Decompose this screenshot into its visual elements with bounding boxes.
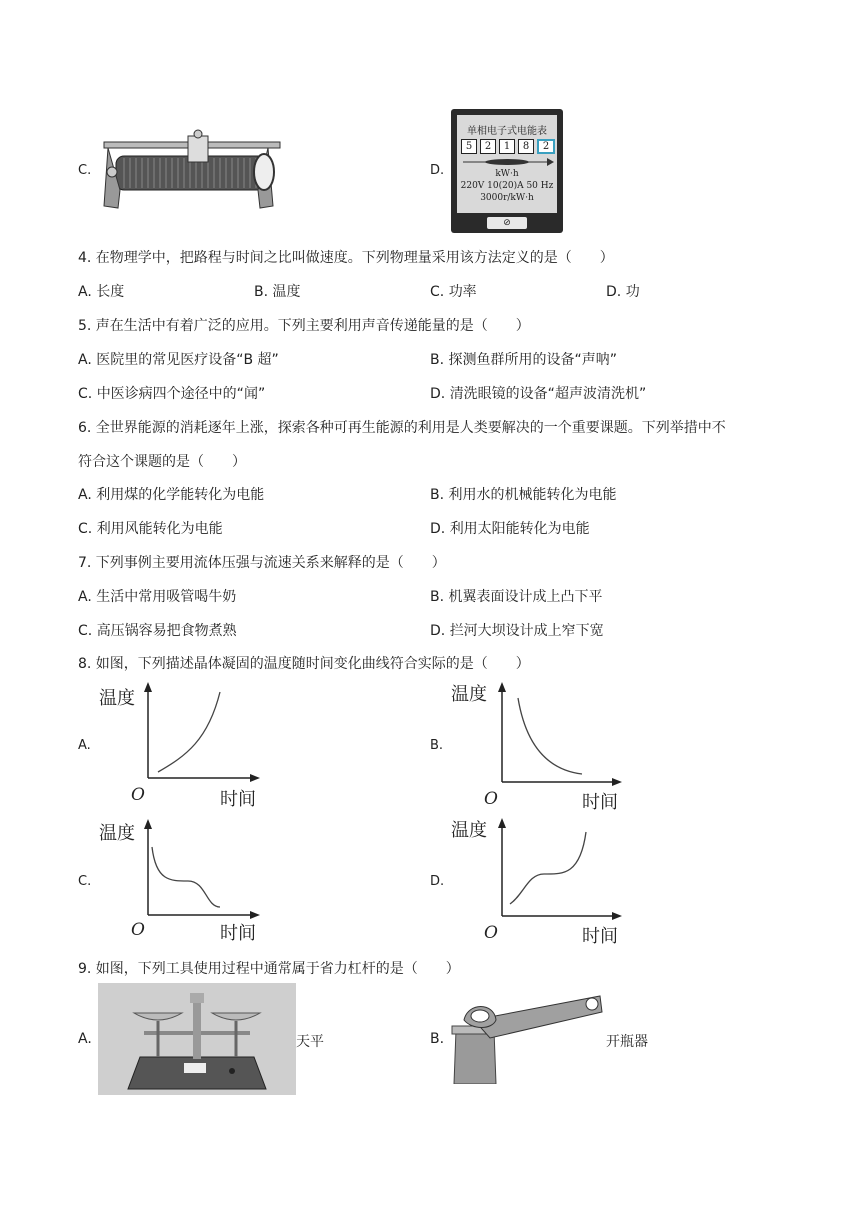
q5-option-d[interactable] xyxy=(430,383,646,403)
q8-stem: 8. 如图，下列描述晶体凝固的温度随时间变化曲线符合实际的是（ ） xyxy=(78,656,530,672)
option-text: 利用水的机械能转化为电能 xyxy=(448,487,617,503)
option-text: 医院里的常见医疗设备“B 超” xyxy=(96,352,279,368)
q7-option-a[interactable] xyxy=(78,586,236,606)
graph-ylabel: 温度 xyxy=(451,684,487,705)
option-label: D. xyxy=(606,284,622,300)
q5-option-c[interactable] xyxy=(78,383,265,403)
q8-option-c-label: C. xyxy=(78,874,92,889)
q6-option-d[interactable] xyxy=(430,518,590,538)
option-text: 高压锅容易把食物煮熟 xyxy=(96,623,237,639)
graph-d-curve xyxy=(510,832,586,904)
q8-option-a-label: A. xyxy=(78,738,91,753)
q6-stem-line1: 6. 全世界能源的消耗逐年上涨，探索各种可再生能源的利用是人类要解决的一个重要课题。下列举措中不 xyxy=(78,420,726,436)
graph-origin: O xyxy=(131,785,145,805)
q4-option-b[interactable] xyxy=(254,281,301,301)
option-label: B. xyxy=(430,487,445,503)
graph-b-curve xyxy=(518,698,582,774)
option-label: C. xyxy=(78,521,93,537)
option-label: A. xyxy=(78,487,92,503)
q8-option-d-label: D. xyxy=(430,874,445,889)
option-text: 清洗眼镜的设备“超声波清洗机” xyxy=(449,386,647,402)
graph-origin: O xyxy=(131,920,145,940)
option-text: 生活中常用吸管喝牛奶 xyxy=(96,589,237,605)
meter-unit: kW·h xyxy=(495,169,519,179)
graph-ylabel: 温度 xyxy=(451,820,487,841)
graph-d[interactable] xyxy=(448,812,628,950)
bottle-opener-image xyxy=(450,990,610,1084)
option-label: A. xyxy=(78,352,92,368)
option-label: D. xyxy=(430,521,446,537)
graph-c[interactable] xyxy=(96,815,266,945)
option-label: C. xyxy=(78,386,93,402)
graph-xlabel: 时间 xyxy=(582,926,618,947)
meter-arrow-icon xyxy=(461,157,555,167)
option-text: 功 xyxy=(625,284,640,300)
meter-digit-decimal: 2 xyxy=(537,139,555,154)
graph-xlabel: 时间 xyxy=(220,789,256,810)
q9-option-a-label[interactable]: A. xyxy=(78,1031,92,1047)
q5-stem: 5. 声在生活中有着广泛的应用。下列主要利用声音传递能量的是（ ） xyxy=(78,318,530,334)
option-label: B. xyxy=(430,352,445,368)
q7-option-b[interactable] xyxy=(430,586,603,606)
graph-ylabel: 温度 xyxy=(99,823,135,844)
q7-option-d[interactable] xyxy=(430,620,604,640)
meter-digit: 2 xyxy=(480,139,496,154)
option-text: 利用太阳能转化为电能 xyxy=(449,521,590,537)
option-text: 长度 xyxy=(96,284,125,300)
graph-a-curve xyxy=(158,692,220,772)
q4-option-c[interactable] xyxy=(430,281,477,301)
option-text: 拦河大坝设计成上窄下宽 xyxy=(449,623,604,639)
q7-option-c[interactable] xyxy=(78,620,237,640)
option-text: 温度 xyxy=(272,284,301,300)
option-label: B. xyxy=(254,284,269,300)
graph-xlabel: 时间 xyxy=(582,792,618,813)
meter-digit: 5 xyxy=(461,139,477,154)
q9-stem: 9. 如图，下列工具使用过程中通常属于省力杠杆的是（ ） xyxy=(78,961,460,977)
q5-option-b[interactable] xyxy=(430,349,617,369)
meter-digits xyxy=(461,139,555,154)
option-text: 探测鱼群所用的设备“声呐” xyxy=(448,352,618,368)
option-label: D. xyxy=(430,386,446,402)
meter-spec1: 220V 10(20)A 50 Hz xyxy=(460,181,554,191)
q6-option-b[interactable] xyxy=(430,484,617,504)
graph-origin: O xyxy=(484,789,498,809)
q3-option-c-label: C. xyxy=(78,163,92,178)
option-text: 中医诊病四个途径中的“闻” xyxy=(96,386,266,402)
graph-origin: O xyxy=(484,923,498,943)
option-label: A. xyxy=(78,589,92,605)
q9-option-b-caption: 开瓶器 xyxy=(606,1034,648,1050)
option-text: 利用风能转化为电能 xyxy=(96,521,223,537)
q9-option-b-label[interactable]: B. xyxy=(430,1031,445,1047)
q8-option-b-label: B. xyxy=(430,738,444,753)
option-label: B. xyxy=(430,589,445,605)
q9-option-a-caption: 天平 xyxy=(296,1034,324,1050)
q6-option-c[interactable] xyxy=(78,518,223,538)
option-text: 利用煤的化学能转化为电能 xyxy=(96,487,265,503)
q6-option-a[interactable] xyxy=(78,484,264,504)
option-text: 功率 xyxy=(448,284,477,300)
meter-spec2: 3000r/kW·h xyxy=(480,193,534,203)
q4-option-a[interactable] xyxy=(78,281,124,301)
option-label: C. xyxy=(78,623,93,639)
q7-stem: 7. 下列事例主要用流体压强与流速关系来解释的是（ ） xyxy=(78,555,446,571)
electric-meter-image xyxy=(451,109,563,233)
graph-ylabel: 温度 xyxy=(99,688,135,709)
q6-stem-line2: 符合这个课题的是（ ） xyxy=(78,454,246,470)
graph-b[interactable] xyxy=(448,676,628,816)
rheostat-image xyxy=(98,128,283,214)
meter-seal-icon: ⊘ xyxy=(487,217,527,229)
option-label: D. xyxy=(430,623,446,639)
meter-digit: 8 xyxy=(518,139,534,154)
option-label: C. xyxy=(430,284,445,300)
graph-c-curve xyxy=(152,847,220,907)
graph-a[interactable] xyxy=(96,680,266,812)
q4-option-d[interactable] xyxy=(606,281,640,301)
meter-title: 单相电子式电能表 xyxy=(467,126,547,137)
option-label: A. xyxy=(78,284,92,300)
q3-option-d-label: D. xyxy=(430,163,445,178)
q4-stem: 4. 在物理学中，把路程与时间之比叫做速度。下列物理量采用该方法定义的是（ ） xyxy=(78,250,614,266)
graph-xlabel: 时间 xyxy=(220,923,256,944)
balance-scale-image xyxy=(98,983,296,1095)
q5-option-a[interactable] xyxy=(78,349,279,369)
option-text: 机翼表面设计成上凸下平 xyxy=(448,589,603,605)
meter-digit: 1 xyxy=(499,139,515,154)
